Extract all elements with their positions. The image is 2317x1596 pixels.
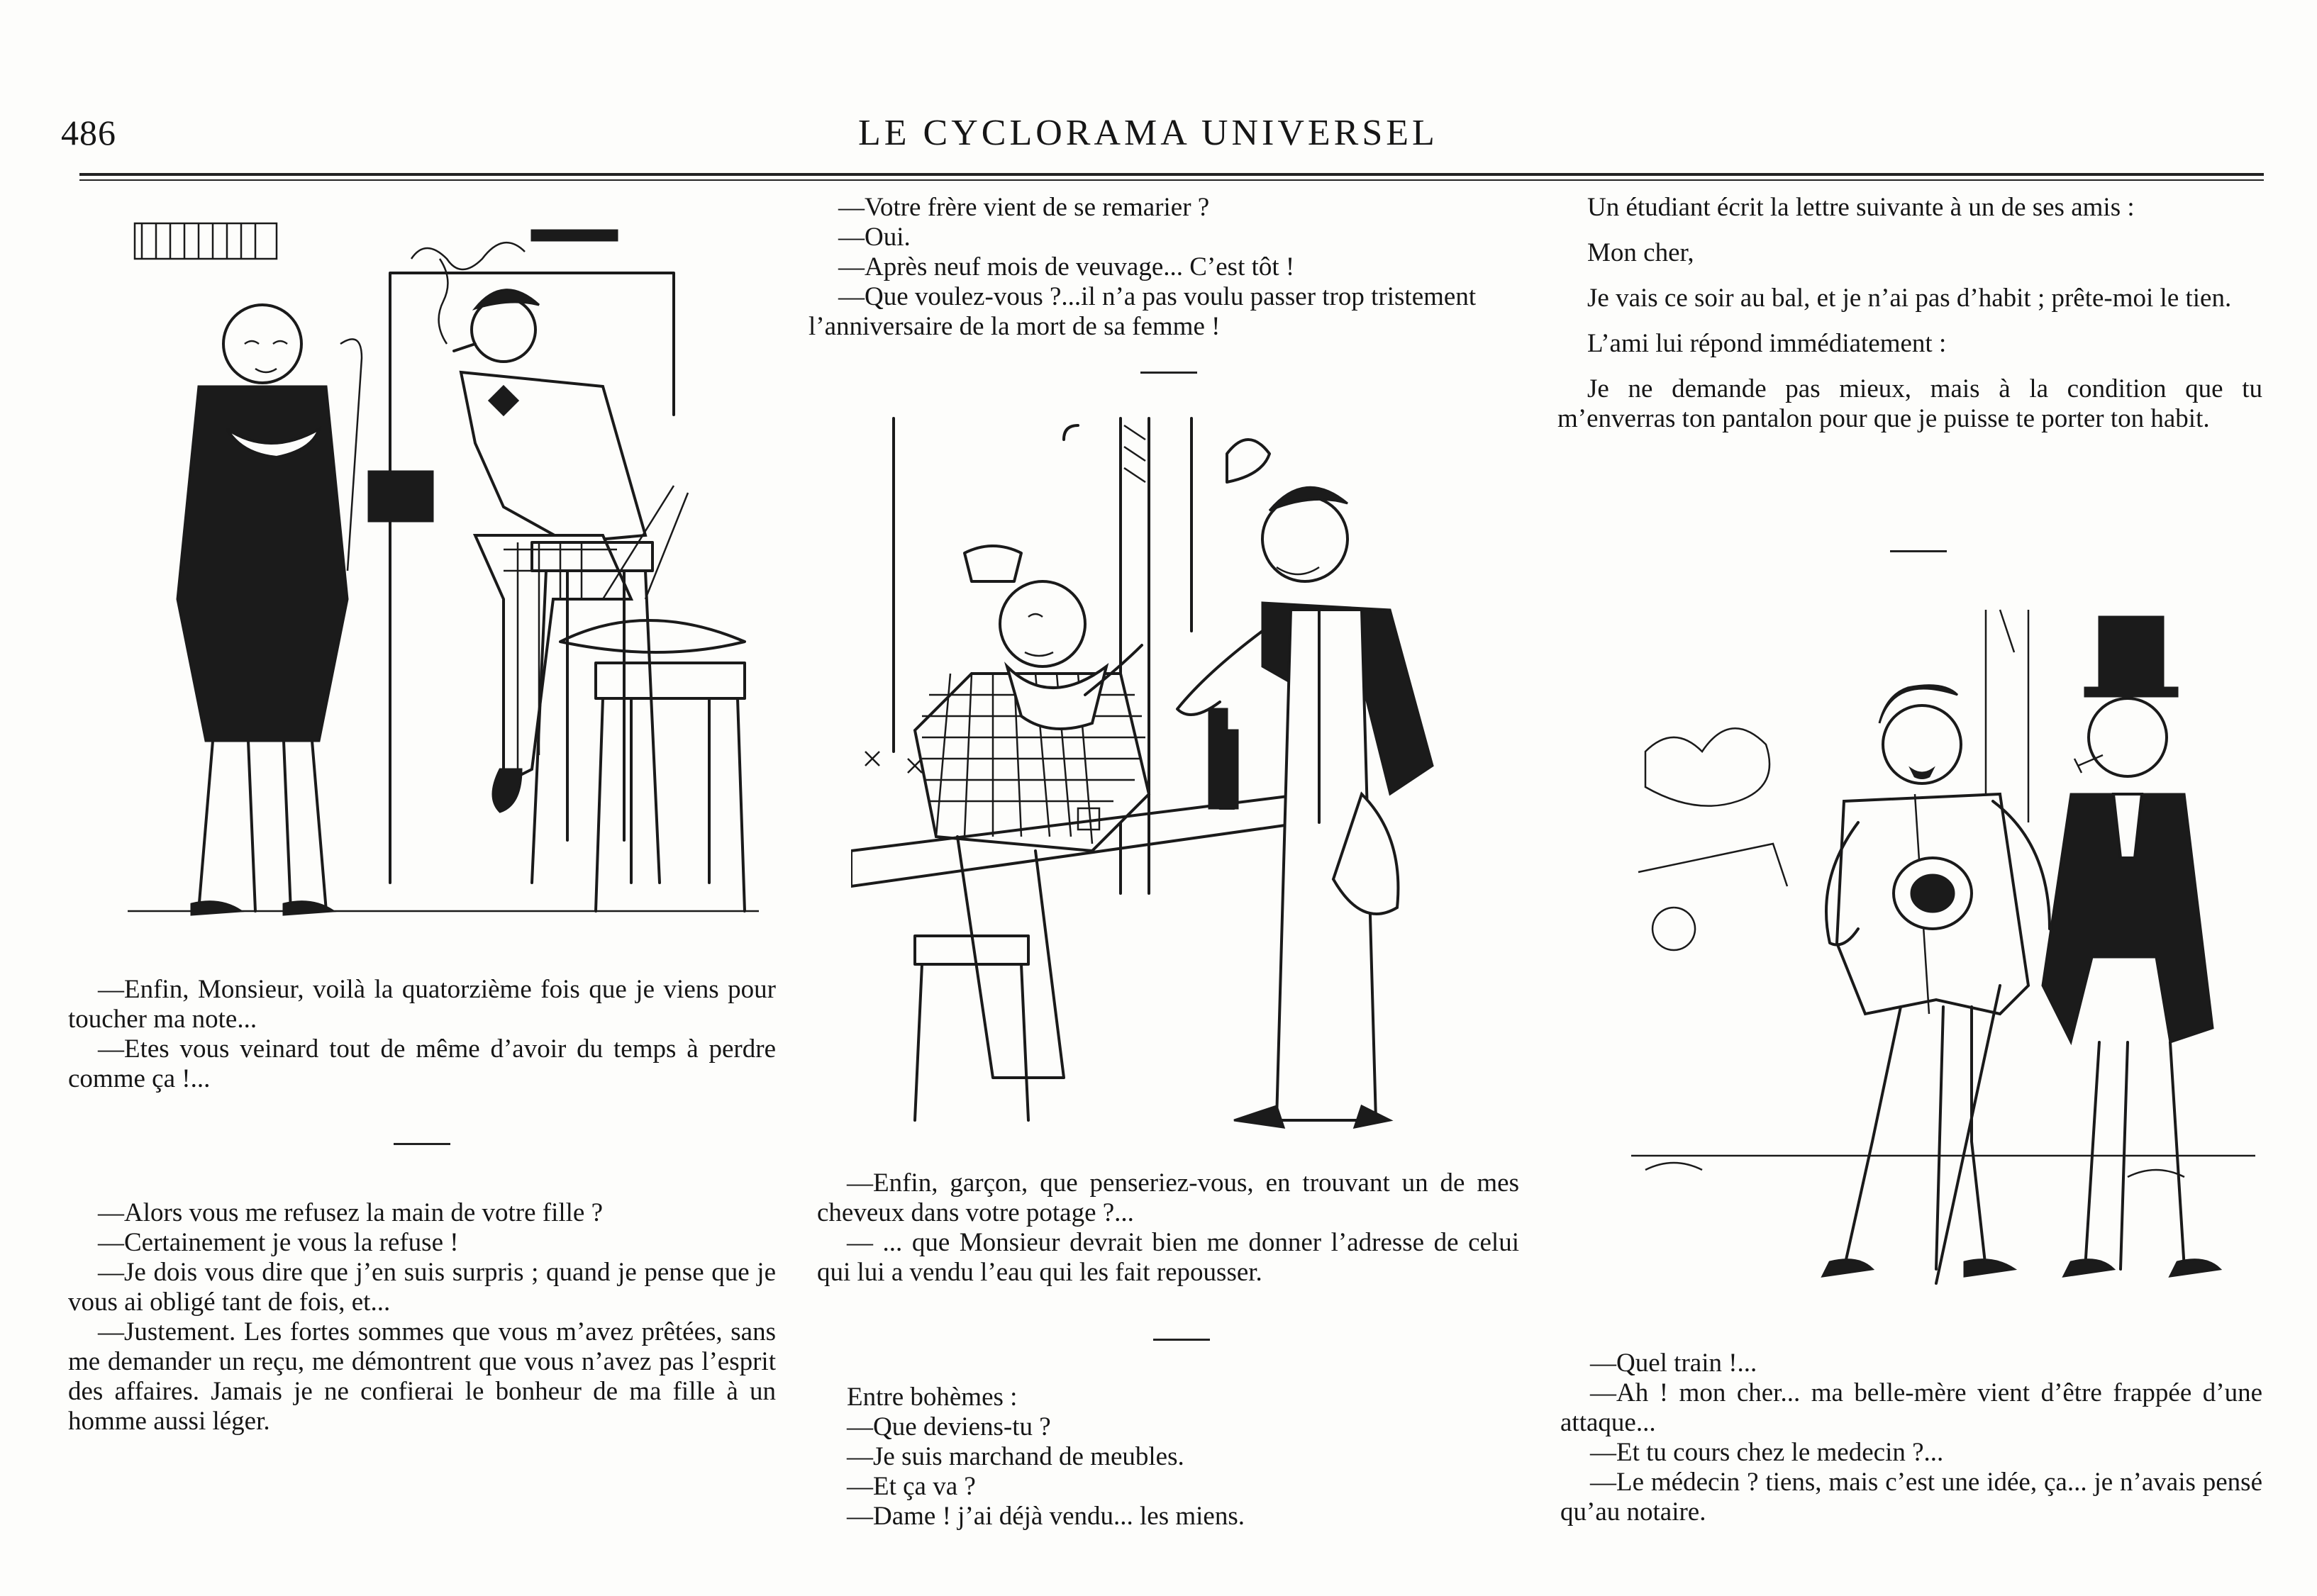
dialogue-line: —Alors vous me refusez la main de votre fille ? xyxy=(98,1198,604,1227)
reply-body: Je ne demande pas mieux, mais à la condition que tu m’enverras ton pantalon pour que je puisse te porter ton habit. xyxy=(1557,374,2262,433)
dialogue-line: —Le médecin ? tiens, mais c’est une idée, ça... je n’avais pensé qu’au notaire. xyxy=(1560,1468,2262,1527)
letter-salutation: Mon cher, xyxy=(1587,238,1694,267)
text-col2-joke3 xyxy=(817,1383,1519,1531)
text-col1-joke1 xyxy=(68,975,776,1094)
dialogue-line: Entre bohèmes : xyxy=(847,1383,1018,1412)
illustration-artist-studio xyxy=(106,202,766,932)
separator xyxy=(1890,550,1947,552)
letter-intro: Un étudiant écrit la lettre suivante à un de ses amis : xyxy=(1587,193,2135,222)
dialogue-line: —Ah ! mon cher... ma belle-mère vient d’être frappée d’une attaque... xyxy=(1560,1378,2262,1437)
dialogue-line: —Et tu cours chez le medecin ?... xyxy=(1590,1438,1944,1467)
header-rule-thin xyxy=(79,179,2264,181)
dialogue-line: —Etes vous veinard tout de même d’avoir du temps à perdre comme ça !... xyxy=(68,1034,776,1093)
dialogue-line: — ... que Monsieur devrait bien me donner l’adresse de celui qui lui a vendu l’eau qui les fait repousser. xyxy=(817,1228,1519,1287)
dialogue-line: —Quel train !... xyxy=(1590,1349,1757,1378)
running-title: LE CYCLORAMA UNIVERSEL xyxy=(858,113,1438,153)
dialogue-line: —Oui. xyxy=(838,223,911,252)
text-col2-joke2 xyxy=(817,1168,1519,1288)
dialogue-line: —Et ça va ? xyxy=(847,1472,976,1501)
separator xyxy=(1153,1339,1210,1341)
text-col3-joke1 xyxy=(1557,193,2262,434)
dialogue-line: —Justement. Les fortes sommes que vous m’avez prêtées, sans me demander un reçu, me démontrent que vous n’avez pas l’esprit des affaires. Jamais je ne confierai le bonheur de ma fille à un homme aussi léger. xyxy=(68,1317,776,1436)
text-col2-joke1 xyxy=(809,193,1518,342)
separator xyxy=(1140,372,1197,374)
illustration-two-gentlemen xyxy=(1631,588,2255,1326)
dialogue-line: —Enfin, Monsieur, voilà la quatorzième fois que je viens pour toucher ma note... xyxy=(68,975,776,1034)
header-rule xyxy=(79,173,2264,176)
dialogue-line: —Après neuf mois de veuvage... C’est tôt ! xyxy=(838,252,1295,281)
illustration-cafe-waiter xyxy=(851,397,1475,1149)
dialogue-line: —Votre frère vient de se remarier ? xyxy=(838,193,1210,222)
text-col1-joke2 xyxy=(68,1198,776,1436)
page-number: 486 xyxy=(61,113,116,152)
dialogue-line: —Que deviens-tu ? xyxy=(847,1412,1051,1441)
text-col3-joke2 xyxy=(1560,1349,2262,1527)
dialogue-line: —Je suis marchand de meubles. xyxy=(847,1442,1184,1471)
dialogue-line: —Enfin, garçon, que penseriez-vous, en trouvant un de mes cheveux dans votre potage ?... xyxy=(817,1168,1519,1227)
dialogue-line: —Que voulez-vous ?...il n’a pas voulu passer trop tristement l’anniversaire de la mort de sa femme ! xyxy=(809,282,1477,341)
reply-intro: L’ami lui répond immédiatement : xyxy=(1587,329,1947,358)
dialogue-line: —Dame ! j’ai déjà vendu... les miens. xyxy=(847,1502,1245,1531)
letter-body: Je vais ce soir au bal, et je n’ai pas d’habit ; prête-moi le tien. xyxy=(1587,284,2232,313)
separator xyxy=(394,1143,450,1145)
dialogue-line: —Je dois vous dire que j’en suis surpris ; quand je pense que je vous ai obligé tant de fois, et... xyxy=(68,1258,776,1317)
dialogue-line: —Certainement je vous la refuse ! xyxy=(98,1228,459,1257)
